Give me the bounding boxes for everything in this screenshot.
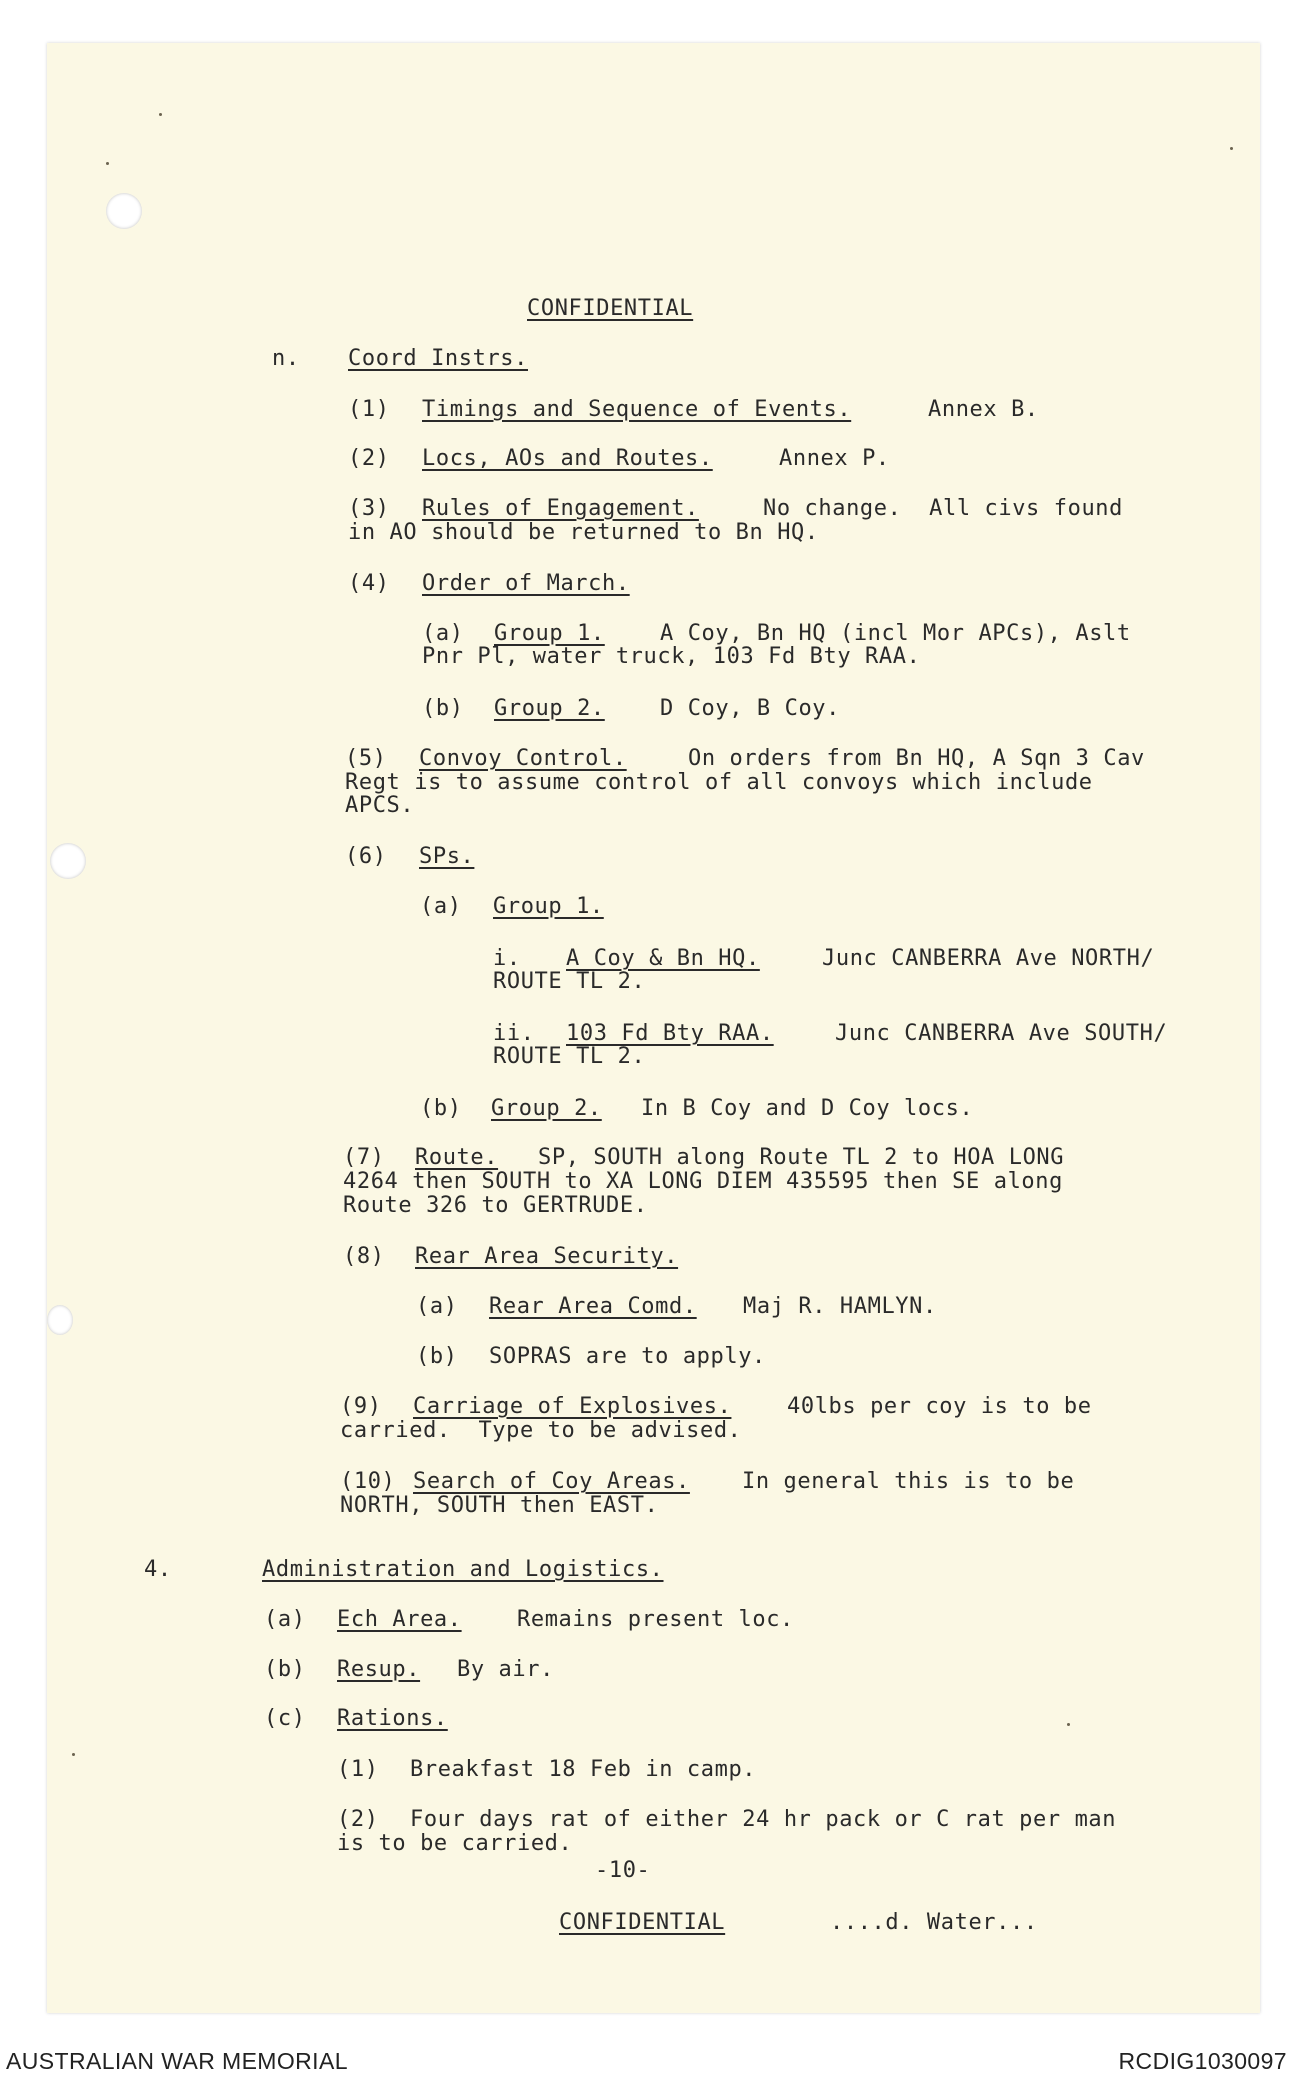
item-number: (7) (343, 1145, 385, 1170)
section-number: n. (272, 346, 300, 371)
item-title: Order of March. (422, 571, 630, 596)
subitem-text: D Coy, B Coy. (660, 696, 840, 721)
subitem-number: (2) (337, 1807, 379, 1832)
subsubitem-continuation: ROUTE TL 2. (493, 1044, 646, 1069)
subitem-text: In B Coy and D Coy locs. (641, 1096, 974, 1121)
item-number: (1) (348, 397, 390, 422)
item-text: Annex B. (928, 397, 1039, 422)
subsubitem-number: ii. (493, 1021, 535, 1046)
page-number: -10- (595, 1858, 651, 1883)
paper-speck (72, 1753, 75, 1756)
subsubitem-number: i. (493, 946, 521, 971)
subitem-text: Maj R. HAMLYN. (743, 1294, 937, 1319)
item-title: Locs, AOs and Routes. (422, 446, 713, 471)
paper-speck (159, 113, 162, 116)
item-title: Carriage of Explosives. (413, 1394, 732, 1419)
item-text: SP, SOUTH along Route TL 2 to HOA LONG (538, 1145, 1065, 1170)
paper-speck (1230, 147, 1233, 150)
continuation-note: ....d. Water... (830, 1910, 1038, 1935)
item-title: Rear Area Security. (415, 1244, 679, 1269)
item-continuation: carried. Type to be advised. (340, 1418, 742, 1443)
item-continuation: in AO should be returned to Bn HQ. (348, 520, 819, 545)
subitem-text: Four days rat of either 24 hr pack or C rat per man (410, 1807, 1117, 1832)
item-title: Convoy Control. (419, 746, 627, 771)
item-text: In general this is to be (742, 1469, 1075, 1494)
item-title: Rations. (337, 1706, 448, 1731)
subitem-text: SOPRAS are to apply. (489, 1344, 766, 1369)
subitem-text: A Coy, Bn HQ (incl Mor APCs), Aslt (660, 621, 1131, 646)
item-title: SPs. (419, 844, 475, 869)
subitem-number: (b) (420, 1096, 462, 1121)
subsubitem-title: A Coy & Bn HQ. (566, 946, 760, 971)
item-number: (4) (348, 571, 390, 596)
subitem-title: Rear Area Comd. (489, 1294, 697, 1319)
item-title: Timings and Sequence of Events. (422, 397, 852, 422)
item-number: (2) (348, 446, 390, 471)
item-title: Search of Coy Areas. (413, 1469, 690, 1494)
subitem-continuation: is to be carried. (337, 1831, 573, 1856)
punch-hole (50, 843, 86, 879)
punch-hole (47, 1305, 73, 1335)
item-number: (3) (348, 496, 390, 521)
item-continuation: Route 326 to GERTRUDE. (343, 1193, 648, 1218)
item-number: (8) (343, 1244, 385, 1269)
subsubitem-title: 103 Fd Bty RAA. (566, 1021, 774, 1046)
subitem-title: Group 2. (494, 696, 605, 721)
subitem-number: (a) (422, 621, 464, 646)
item-title: Ech Area. (337, 1607, 462, 1632)
item-text: Remains present loc. (517, 1607, 794, 1632)
subitem-title: Group 1. (493, 894, 604, 919)
subitem-number: (a) (420, 894, 462, 919)
page-header: CONFIDENTIAL (527, 296, 694, 321)
item-continuation: APCS. (345, 793, 415, 818)
item-continuation: Regt is to assume control of all convoys which include (345, 770, 1093, 795)
subitem-number: (b) (416, 1344, 458, 1369)
subsubitem-text: Junc CANBERRA Ave NORTH/ (822, 946, 1155, 971)
section-number: 4. (144, 1557, 172, 1582)
item-text: Annex P. (779, 446, 890, 471)
paper-speck (106, 162, 109, 165)
item-text: No change. All civs found (763, 496, 1123, 521)
subitem-text: Breakfast 18 Feb in camp. (410, 1757, 757, 1782)
punch-hole (106, 193, 142, 229)
subsubitem-continuation: ROUTE TL 2. (493, 969, 646, 994)
item-title: Resup. (337, 1657, 421, 1682)
archive-credit: AUSTRALIAN WAR MEMORIAL (6, 2048, 348, 2074)
document-page (47, 43, 1260, 2013)
page-footer-classification: CONFIDENTIAL (559, 1910, 726, 1935)
subitem-number: (a) (416, 1294, 458, 1319)
item-text: By air. (457, 1657, 554, 1682)
subitem-number: (1) (337, 1757, 379, 1782)
subitem-continuation: Pnr Pl, water truck, 103 Fd Bty RAA. (422, 644, 921, 669)
archive-identifier: RCDIG1030097 (1118, 2048, 1287, 2074)
item-text: On orders from Bn HQ, A Sqn 3 Cav (688, 746, 1145, 771)
paper-speck (1067, 1723, 1070, 1726)
item-number: (6) (345, 844, 387, 869)
item-title: Rules of Engagement. (422, 496, 699, 521)
item-number: (9) (340, 1394, 382, 1419)
item-continuation: NORTH, SOUTH then EAST. (340, 1493, 659, 1518)
item-continuation: 4264 then SOUTH to XA LONG DIEM 435595 then SE along (343, 1169, 1063, 1194)
subsubitem-text: Junc CANBERRA Ave SOUTH/ (835, 1021, 1168, 1046)
subitem-title: Group 2. (491, 1096, 602, 1121)
item-number: (10) (340, 1469, 396, 1494)
item-text: 40lbs per coy is to be (787, 1394, 1092, 1419)
item-number: (b) (264, 1657, 306, 1682)
section-title: Coord Instrs. (348, 346, 528, 371)
section-title: Administration and Logistics. (262, 1557, 664, 1582)
subitem-number: (b) (422, 696, 464, 721)
item-number: (5) (345, 746, 387, 771)
subitem-title: Group 1. (494, 621, 605, 646)
item-number: (a) (264, 1607, 306, 1632)
item-title: Route. (415, 1145, 499, 1170)
item-number: (c) (264, 1706, 306, 1731)
